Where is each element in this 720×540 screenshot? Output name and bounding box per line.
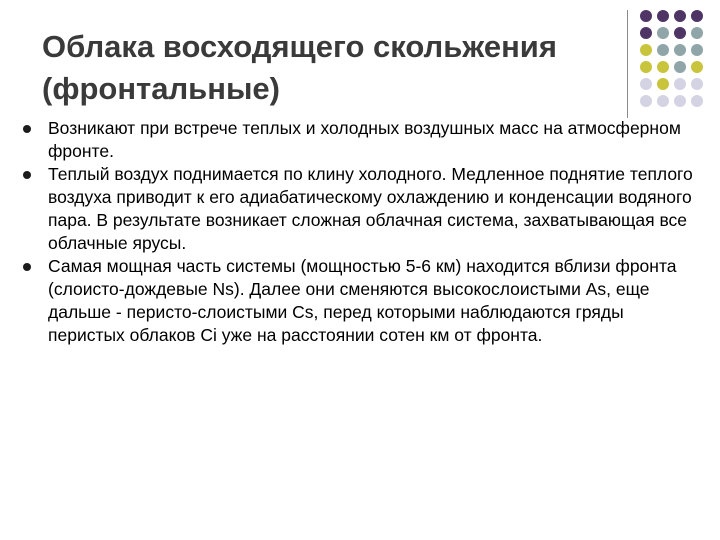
decorative-dot [691,78,703,90]
decorative-dot [657,61,669,73]
decorative-dot [640,44,652,56]
bullet-text: Возникают при встрече теплых и холодных воздушных масс на атмосферном фронте. [48,118,681,161]
bullet-dot-icon [23,171,31,179]
decorative-dot [657,10,669,22]
decorative-dot [691,95,703,107]
decorative-dot [674,10,686,22]
decorative-dot [674,61,686,73]
decorative-dot [640,27,652,39]
title-line-2: (фронтальные) [42,71,280,106]
bullet-dot-icon [23,125,31,133]
decorative-dot [657,27,669,39]
decorative-dot [657,95,669,107]
title-line-1: Облака восходящего скольжения [42,29,557,64]
bullet-item [20,117,700,163]
decorative-dot [674,27,686,39]
decorative-dot [640,95,652,107]
bullet-item [20,163,700,255]
bullet-dot-icon [23,263,31,271]
slide-title [42,26,622,110]
bullet-text: Самая мощная часть системы (мощностью 5-6 км) находится вблизи фронта (слоисто-дождевые Ns). Далее они сменяются высокослоистыми As, еще дальше - перисто-слоистыми Cs, перед которыми наблюдаются гряды перистых облаков Ci уже на расстоянии сотен км от фронта. [48,256,677,345]
decorative-dot [640,78,652,90]
decorative-dot [657,78,669,90]
decorative-dot [691,61,703,73]
decorative-dot [657,44,669,56]
bullet-text: Теплый воздух поднимается по клину холодного. Медленное поднятие теплого воздуха приводит к его адиабатическому охлаждению и конденсации водяного пара. В результате возникает сложная облачная система, захватывающая все облачные ярусы. [48,164,693,253]
decorative-dot [640,10,652,22]
title-divider-line [627,10,628,118]
decorative-dot-grid [640,10,720,110]
bullet-list [20,117,700,347]
decorative-dot [674,95,686,107]
decorative-dot [691,10,703,22]
bullet-item [20,255,700,347]
decorative-dot [674,44,686,56]
decorative-dot [691,44,703,56]
decorative-dot [691,27,703,39]
decorative-dot [674,78,686,90]
decorative-dot [640,61,652,73]
